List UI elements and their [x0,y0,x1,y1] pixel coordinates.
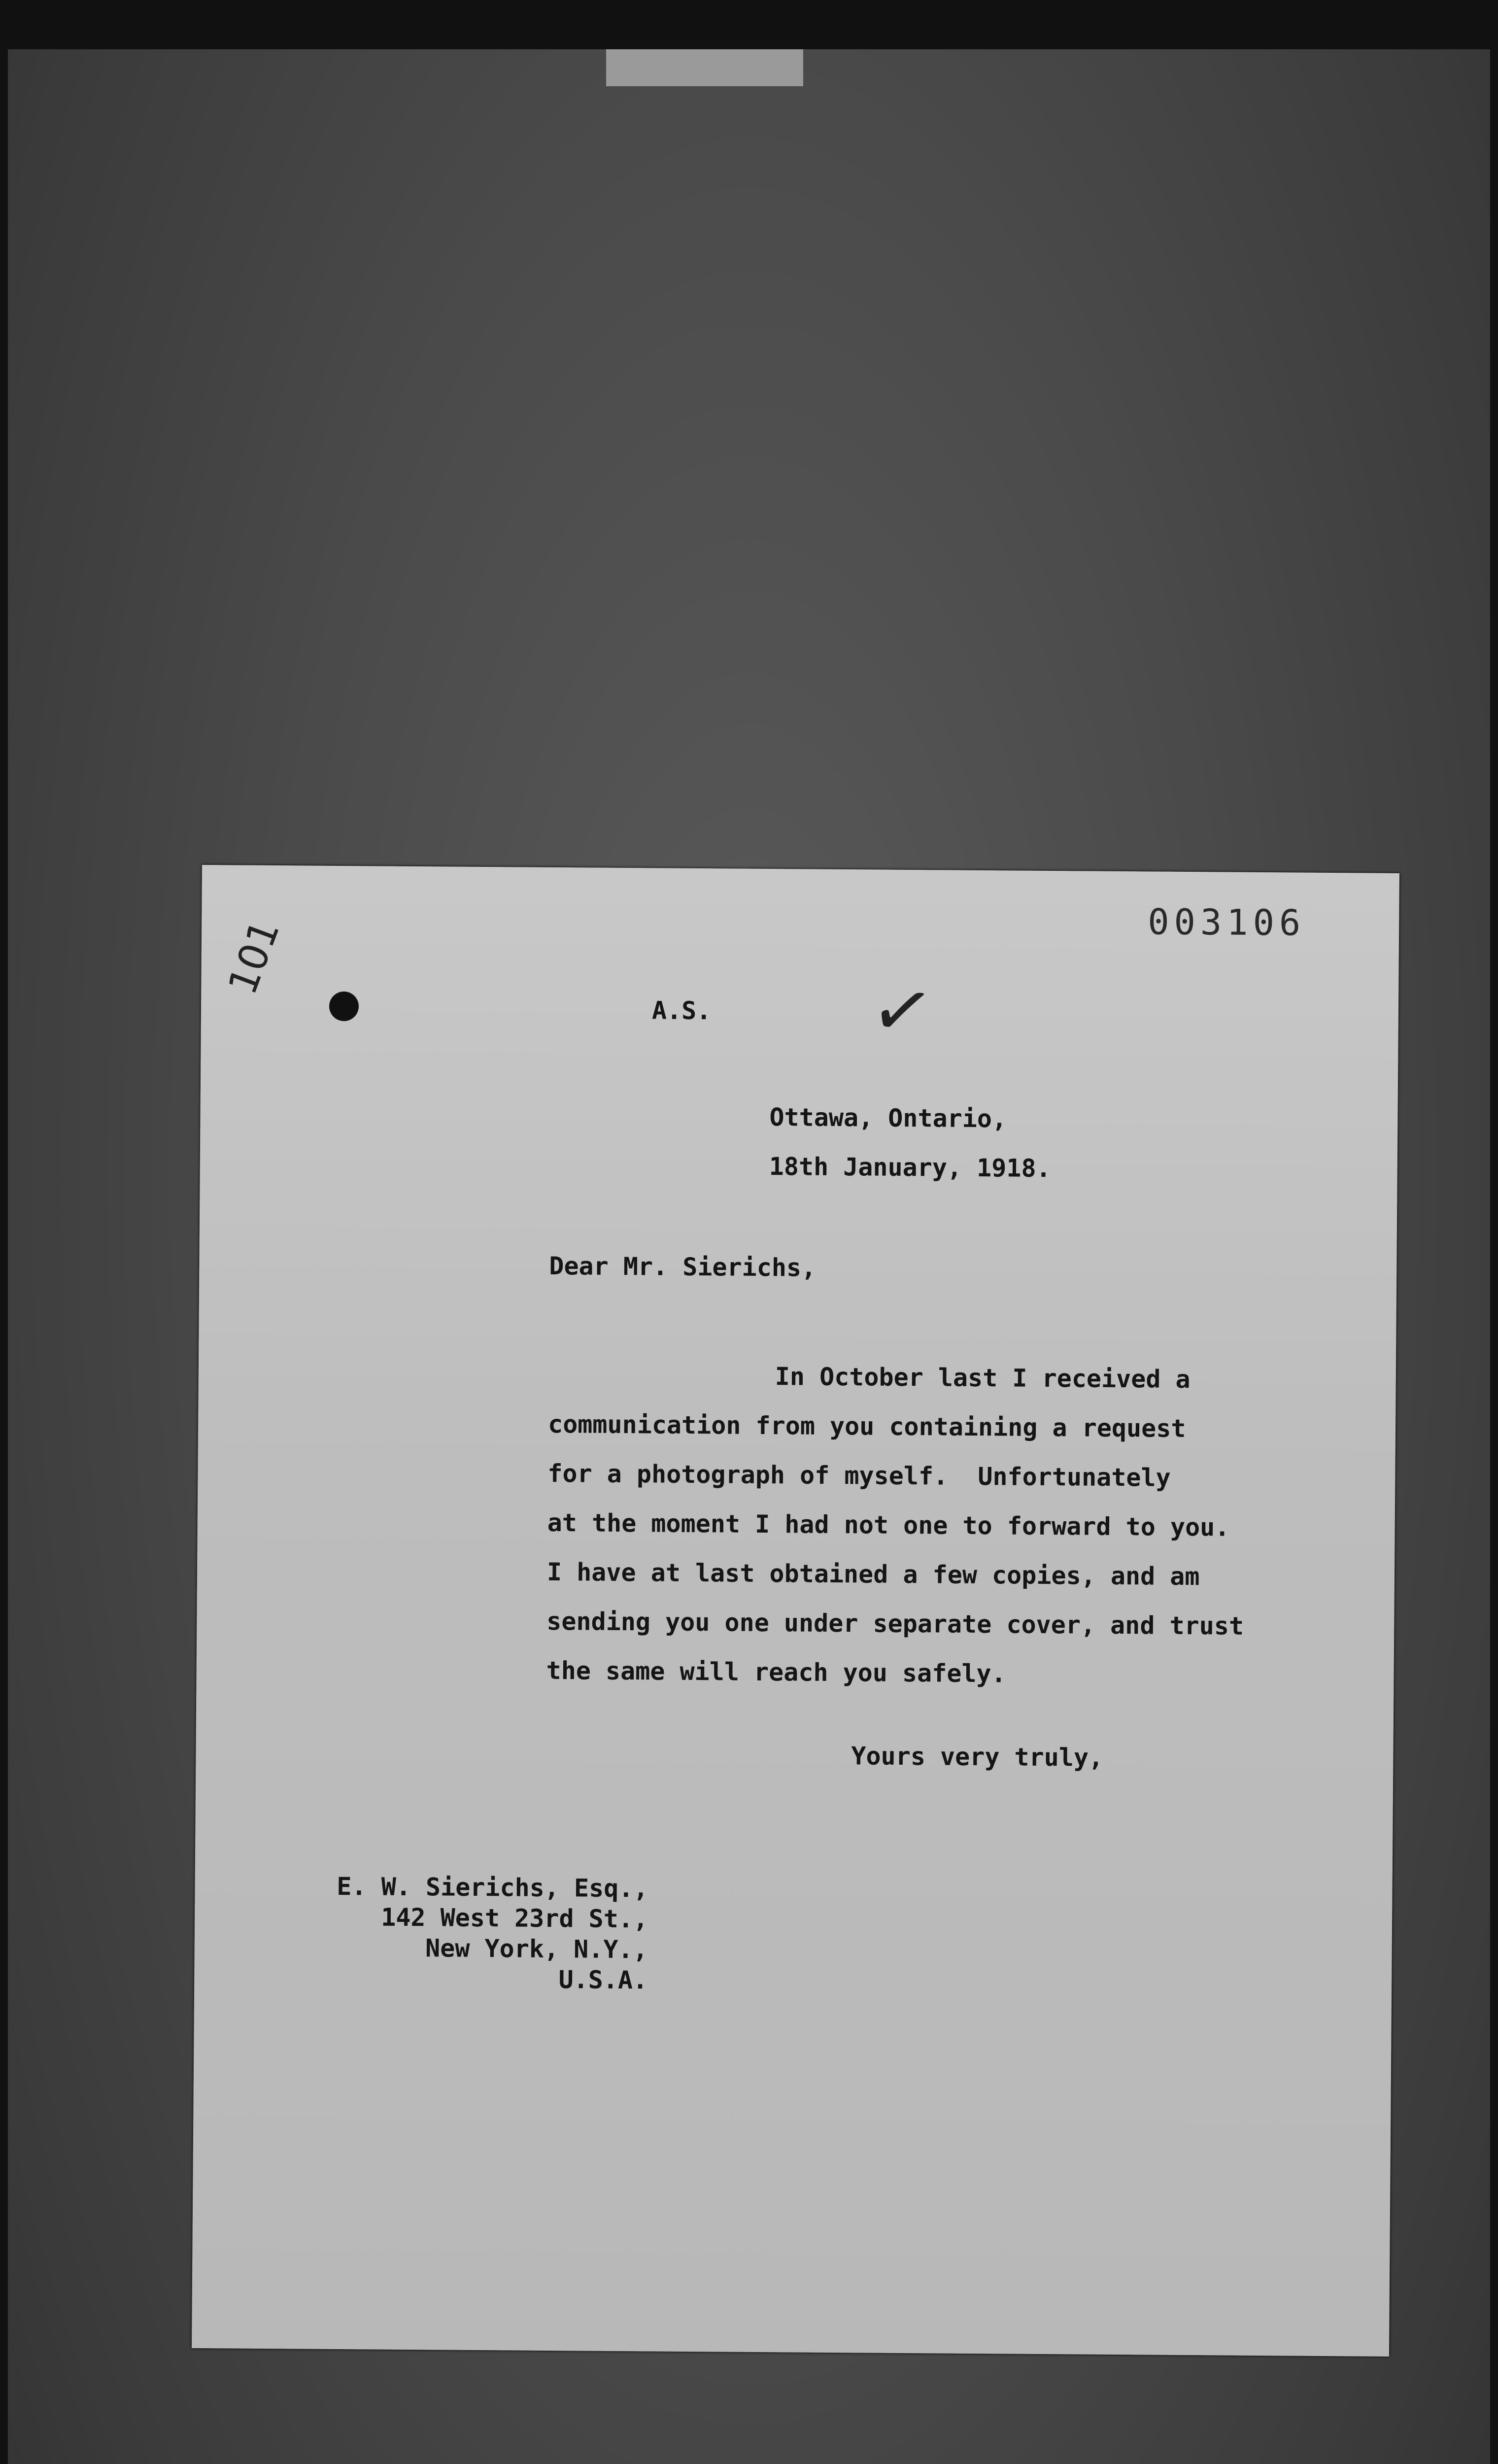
initials: A.S. [651,996,712,1026]
check-mark: ✓ [864,963,941,1059]
body-line: I have at last obtained a few copies, and am [546,1557,1200,1591]
address-line: U.S.A. [558,1965,648,1995]
document-number: 003106 [1147,901,1306,944]
punch-hole [329,992,359,1021]
place-line: Ottawa, Ontario, [769,1103,1007,1133]
letter-page [192,865,1399,2357]
letter-body [546,1350,1246,1700]
body-line: at the moment I had not one to forward to you. [547,1508,1230,1542]
closing: Yours very truly, [851,1742,1104,1772]
folio-number: 101 [219,914,289,1001]
address-line: E. W. Sierichs, Esq., [337,1872,648,1903]
address-line: New York, N.Y., [425,1934,648,1964]
body-line: sending you one under separate cover, and trust [546,1607,1244,1641]
body-line: for a photograph of myself. Unfortunately [547,1459,1171,1492]
address-line: 142 West 23rd St., [381,1903,648,1934]
body-line: In October last I received a [775,1362,1191,1394]
date-line: 18th January, 1918. [769,1152,1051,1183]
body-line: communication from you containing a request [547,1409,1186,1443]
body-line: the same will reach you safely. [546,1656,1006,1688]
salutation: Dear Mr. Sierichs, [549,1251,817,1282]
recipient-address [336,1871,648,1995]
film-tab [606,49,803,86]
